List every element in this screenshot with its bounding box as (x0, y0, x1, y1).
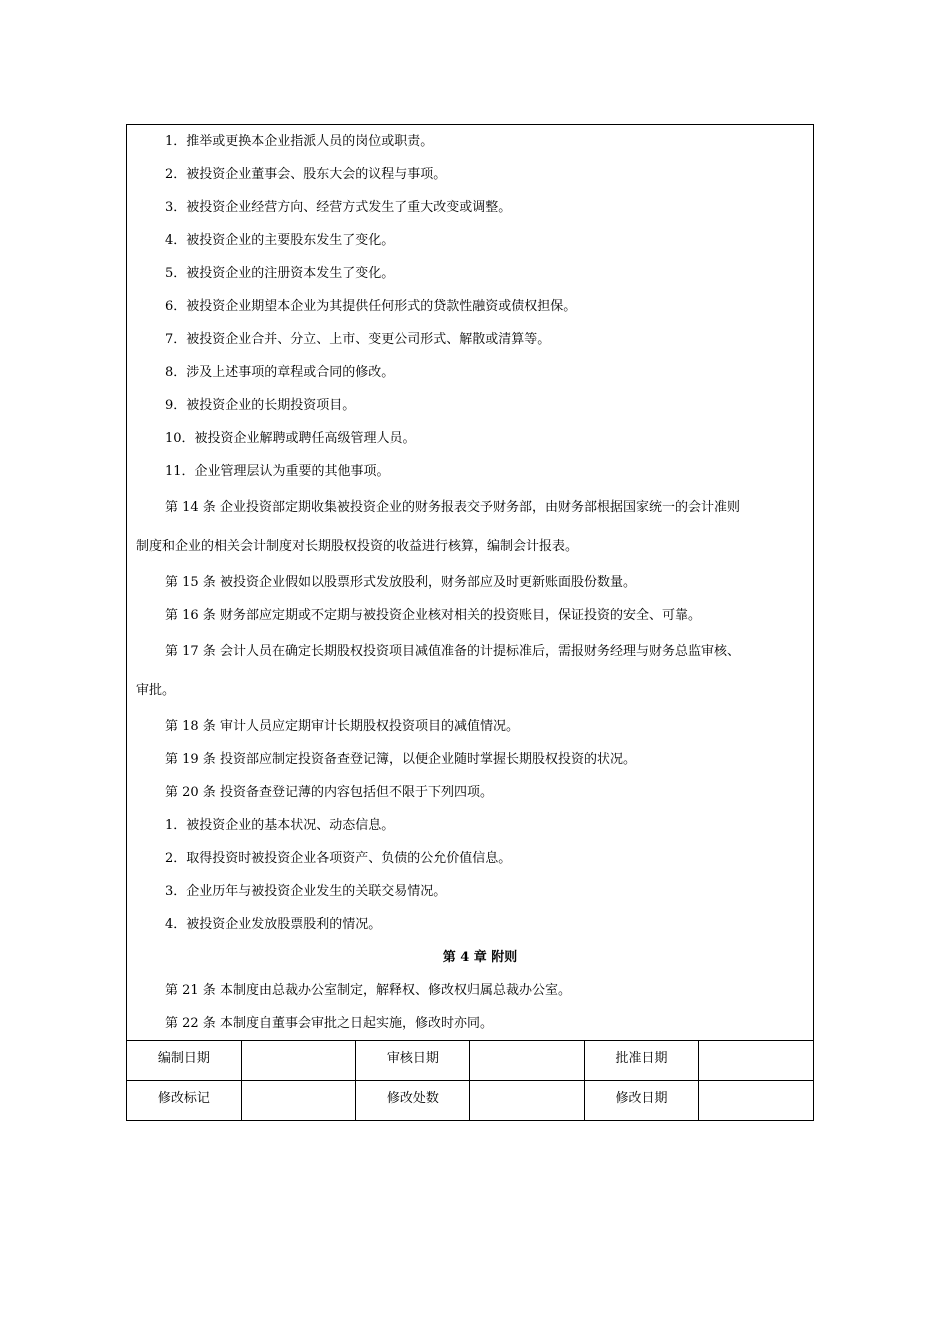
article-18: 第 18 条 审计人员应定期审计长期股权投资项目的减值情况。 (165, 719, 519, 734)
label-compile-date: 编制日期 (127, 1041, 241, 1081)
revision-mark-field[interactable] (241, 1081, 355, 1121)
article-15: 第 15 条 被投资企业假如以股票形式发放股利，财务部应及时更新账面股份数量。 (165, 575, 636, 590)
approval-table (127, 1040, 813, 1120)
review-date-field[interactable] (470, 1041, 584, 1081)
article-20: 第 20 条 投资备查登记薄的内容包括但不限于下列四项。 (165, 785, 493, 800)
list-item: 4．被投资企业的主要股东发生了变化。 (165, 233, 395, 248)
article-21: 第 21 条 本制度由总裁办公室制定，解释权、修改权归属总裁办公室。 (165, 983, 571, 998)
list-item: 9．被投资企业的长期投资项目。 (165, 398, 356, 413)
table-row (127, 1081, 813, 1121)
label-revision-mark: 修改标记 (127, 1081, 241, 1121)
revision-date-field[interactable] (699, 1081, 813, 1121)
list-item: 8．涉及上述事项的章程或合同的修改。 (165, 365, 395, 380)
list-item: 10．被投资企业解聘或聘任高级管理人员。 (165, 431, 416, 446)
list-item: 3．企业历年与被投资企业发生的关联交易情况。 (165, 884, 447, 899)
article-19: 第 19 条 投资部应制定投资备查登记簿，以便企业随时掌握长期股权投资的状况。 (165, 752, 636, 767)
revision-count-field[interactable] (470, 1081, 584, 1121)
list-item: 2．取得投资时被投资企业各项资产、负债的公允价值信息。 (165, 851, 512, 866)
list-item: 2．被投资企业董事会、股东大会的议程与事项。 (165, 167, 447, 182)
list-item: 1．推举或更换本企业指派人员的岗位或职责。 (165, 134, 434, 149)
label-revision-date: 修改日期 (584, 1081, 698, 1121)
document-body (127, 125, 813, 1040)
label-review-date: 审核日期 (356, 1041, 470, 1081)
document-frame (126, 124, 814, 1121)
label-approval-date: 批准日期 (584, 1041, 698, 1081)
list-item: 4．被投资企业发放股票股利的情况。 (165, 917, 382, 932)
article-17-line-2: 审批。 (136, 683, 176, 698)
article-17 (136, 632, 804, 710)
article-16: 第 16 条 财务部应定期或不定期与被投资企业核对相关的投资账目，保证投资的安全、可靠。 (165, 608, 701, 623)
article-22: 第 22 条 本制度自董事会审批之日起实施，修改时亦同。 (165, 1016, 493, 1031)
list-item: 6．被投资企业期望本企业为其提供任何形式的贷款性融资或债权担保。 (165, 299, 577, 314)
list-item: 5．被投资企业的注册资本发生了变化。 (165, 266, 395, 281)
label-revision-count: 修改处数 (356, 1081, 470, 1121)
approval-date-field[interactable] (699, 1041, 813, 1081)
list-item: 3．被投资企业经营方向、经营方式发生了重大改变或调整。 (165, 200, 512, 215)
list-item: 1．被投资企业的基本状况、动态信息。 (165, 818, 395, 833)
article-17-line-1: 第 17 条 会计人员在确定长期股权投资项目减值准备的计提标准后，需报财务经理与财务总监审核、 (165, 644, 740, 659)
article-14-line-2: 制度和企业的相关会计制度对长期股权投资的收益进行核算，编制会计报表。 (136, 539, 579, 554)
table-row (127, 1041, 813, 1081)
article-14-line-1: 第 14 条 企业投资部定期收集被投资企业的财务报表交予财务部，由财务部根据国家统一的会计准则 (165, 500, 740, 515)
article-14 (136, 488, 804, 566)
chapter-heading: 第 4 章 附则 (442, 950, 518, 965)
compile-date-field[interactable] (241, 1041, 355, 1081)
list-item: 7．被投资企业合并、分立、上市、变更公司形式、解散或清算等。 (165, 332, 551, 347)
list-item: 11．企业管理层认为重要的其他事项。 (165, 464, 390, 479)
